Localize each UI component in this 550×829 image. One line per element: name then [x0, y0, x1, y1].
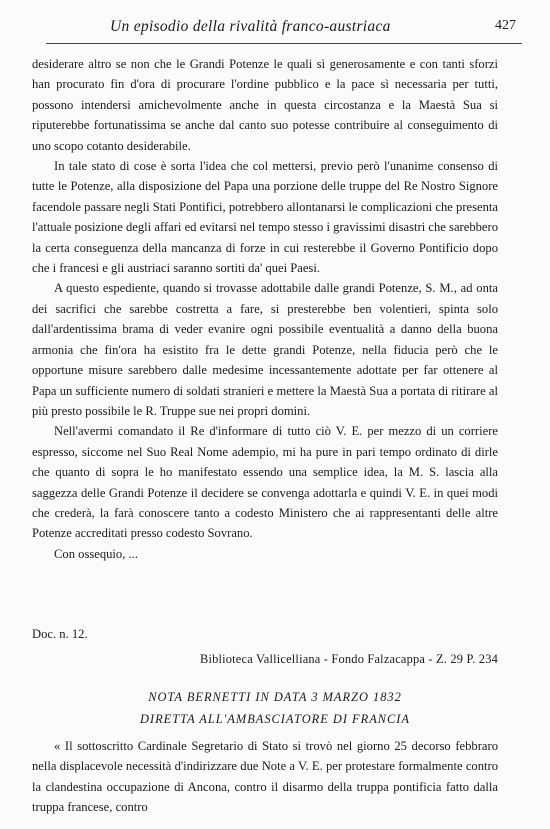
paragraph-1: desiderare altro se non che le Grandi Potenze le quali sì generosamente e con tanti sforzi han procurato fin d'ora di procurare l'ordine pubblico e la pace sì necessaria per tutti, possono intendersi amichevolmente anche in questa circostanza e la Maestà Sua si riputerebbe fortunatissima se anche dal canto suo potesse contribuire al conseguimento di uno scopo cotanto desiderabile. [32, 57, 498, 153]
document-title: NOTA BERNETTI IN DATA 3 MARZO 1832 [148, 690, 402, 704]
document-source: Biblioteca Vallicelliana - Fondo Falzacappa - Z. 29 P. 234 [199, 652, 498, 666]
main-text [32, 54, 498, 564]
paragraph-4: Nell'avermi comandato il Re d'informare di tutto ciò V. E. per mezzo di un corriere espresso, siccome nel Suo Real Nome adempio, mi ha pure in pari tempo ordinato di dirle che quanto di sopra le ho manifestato essendo una semplice idea, la M. S. lascia alla saggezza delle Grandi Potenze il decidere se convenga adottarla e quindi V. E. in quei modi che crederà, la farà conoscere tanto a codesto Ministero che ai rappresentanti delle altre Potenze accreditati presso codesto Sovrano. [32, 424, 498, 541]
document-subtitle: DIRETTA ALL'AMBASCIATORE DI FRANCIA [140, 712, 410, 726]
document-label: Doc. n. 12. [32, 627, 88, 641]
page-number: 427 [495, 18, 516, 33]
letter-text [32, 736, 498, 818]
running-title: Un episodio della rivalità franco-austriaca [110, 18, 391, 35]
closing-line: Con ossequio, ... [54, 546, 138, 561]
header-rule [46, 43, 522, 44]
page-header [46, 18, 516, 40]
letter-paragraph: « Il sottoscritto Cardinale Segretario di Stato si trovò nel giorno 25 decorso febbraro nella displacevole necessità d'indirizzare due Note a V. E. per protestare formalmente contro la clandestina occupazione di Ancona, contro il disarmo della truppa pontificia fatto dalla truppa francese, contro [32, 739, 498, 815]
paragraph-2: In tale stato di cose è sorta l'idea che col mettersi, previo però l'unanime consenso di tutte le Potenze, alla disposizione del Papa una porzione delle truppe del Re Nostro Signore facendole passare negli Stati Pontifici, potrebbero allontanarsi le complicazioni che presenta l'attuale posizione degli affari ed evitarsi nel tempo stesso i gravissimi disastri che sarebbero la certa conseguenza della mancanza di forze in cui resterebbe il Governo Pontificio dopo che i francesi e gli austriaci saranno sortiti da' quei Paesi. [32, 159, 498, 276]
paragraph-3: A questo espediente, quando si trovasse adottabile dalle grandi Potenze, S. M., ad onta dei sacrifici che sarebbe costretta a fare, si presterebbe ben volentieri, spinta solo dall'ardentissima brama di veder evanire ogni possibile eventualità a danno della buona armonia che fin'ora ha esistito fra le dette grandi Potenze, nella fiducia però che le opportune misure sarebbero dalle medesime incessantemente adottate per far ottenere al Papa un sufficiente numero di soldati stranieri e mettere la Maestà Sua a portata di ritirare al più presto possibile le R. Truppe sue nei propri domini. [32, 281, 498, 418]
